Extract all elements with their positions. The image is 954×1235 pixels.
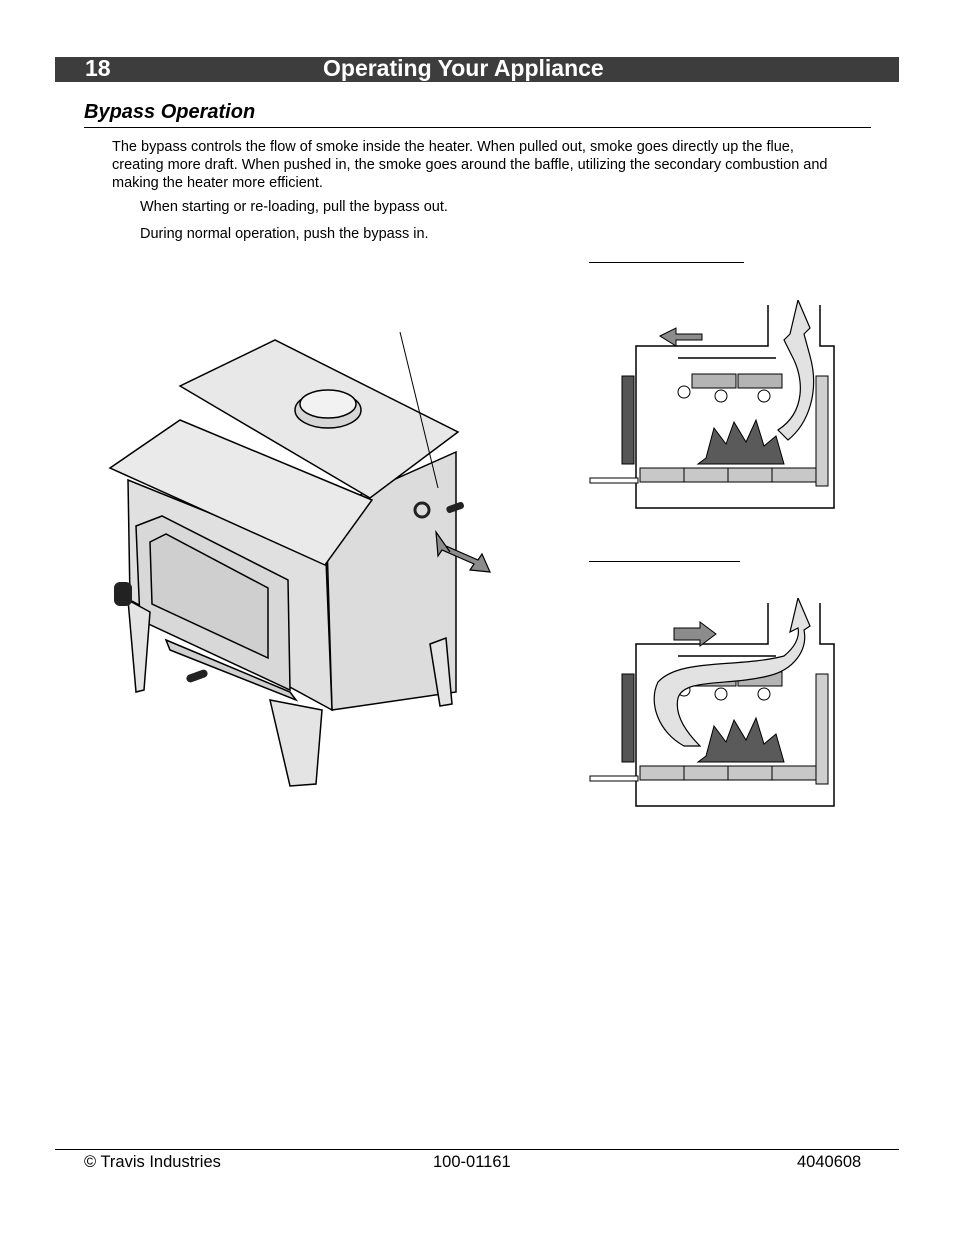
- footer-copyright: © Travis Industries: [84, 1153, 221, 1171]
- page-number: 18: [85, 55, 111, 81]
- diagram-rule-bypass-out: [589, 262, 744, 263]
- intro-paragraph: The bypass controls the flow of smoke inside the heater. When pulled out, smoke goes directly up the flue, creating more draft. When pushed in, the smoke goes around the baffle, utilizing the secondary combustion and making the heater more efficient.: [112, 139, 828, 191]
- footer-revision-code: 4040608: [797, 1153, 862, 1171]
- footer-divider: [55, 1149, 899, 1150]
- instruction-normal: During normal operation, push the bypass in.: [140, 226, 429, 242]
- bypass-in-diagram: [588, 598, 844, 813]
- footer-document-number: 100-01161: [433, 1153, 511, 1171]
- instruction-startup: When starting or re-loading, pull the bypass out.: [140, 199, 448, 215]
- section-title: Bypass Operation: [84, 101, 256, 123]
- bypass-out-diagram: [588, 300, 844, 515]
- page-title: Operating Your Appliance: [323, 55, 604, 81]
- section-divider: [84, 127, 871, 128]
- page-header: [55, 57, 899, 82]
- stove-illustration: [100, 320, 500, 790]
- diagram-rule-bypass-in: [589, 561, 740, 562]
